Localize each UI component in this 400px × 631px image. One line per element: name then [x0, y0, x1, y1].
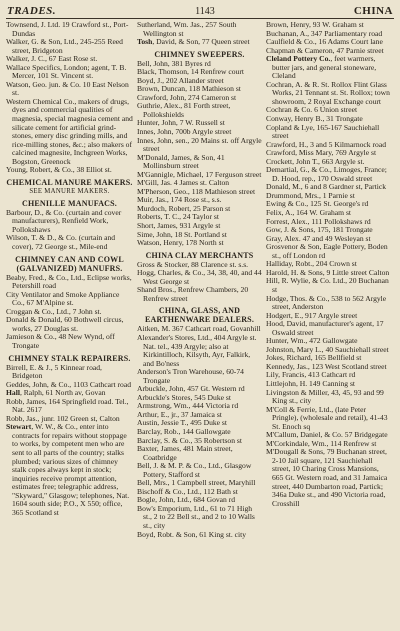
directory-entry: Arbuckle's Stores, 545 Duke st — [137, 392, 231, 402]
directory-entry: Conway, Henry B., 31 Trongate — [266, 114, 363, 124]
directory-entry: Croggan & Co., Ltd., 7 John st. — [6, 306, 102, 316]
directory-entry: Muir, Jas., 174 Rose st., s.s. — [137, 195, 222, 205]
directory-entry: Chapman & Cameron, 47 Parnie street — [266, 45, 384, 55]
directory-entry: Lily, Francis, 413 Cathcart rd — [266, 370, 356, 380]
directory-entry: Black, Thomson, 14 Renfrew court — [137, 67, 244, 77]
directory-entry: Livingston & Miller, 43, 45, 93 and 99 King st., city — [266, 387, 384, 406]
firm-name: Cleland Pottery Co. — [266, 54, 331, 64]
directory-entry: Townsend, J. Ltd. 19 Crawford st., Port-Dundas — [6, 21, 129, 38]
directory-entry: Crawford, Miss Mary, 769 Argyle st — [266, 148, 377, 158]
directory-entry: Walker, J. C., 67 East Rose st. — [6, 54, 98, 64]
directory-entry: Anderson's Tron Warehouse, 60-74 Trongate — [137, 367, 244, 385]
directory-entry: Donald & Donald, 60 Bothwell circus, works, 27 Douglas st. — [6, 315, 124, 333]
directory-entry: Caulfield & Co., 16 Adams Court lane — [266, 37, 383, 47]
directory-entry: M'Corkindale, Wm., 114 Renfrew st — [266, 438, 377, 448]
directory-entry: Brown, Henry, 93 W. Graham st — [266, 21, 364, 29]
section-heading: CHIMNEY SWEEPERS. — [154, 49, 245, 59]
directory-entry: Gray, Alex. 47 and 49 Wesleyan st — [266, 233, 371, 243]
directory-entry: Buchanan, A., 347 Parliamentary road — [266, 28, 383, 38]
directory-entry: Barclay, S. & Co., 35 Robertson st — [137, 435, 242, 445]
directory-entry: Western Chemical Co., makers of drugs, dyes and commercial qualities of magnesia, special magnesia cement and silicate cement for artificial grind-stones, emery disc grinding mills, and rice-milling stones, &c.; also makers of calcined magnesite, Inchgreen Works, Bogston, Greenock — [6, 96, 133, 166]
directory-entry: Watson, Geo. jun. & Co. 10 East Nelson st. — [6, 79, 129, 98]
directory-entry: Wallace Specifics, London; agent, T. B. Mercer, 101 St. Vincent st. — [6, 62, 127, 81]
firm-name: Hall — [6, 388, 20, 398]
directory-entry: Hodge, Thos. & Co., 538 to 562 Argyle street, Anderston — [266, 293, 387, 312]
directory-entry: Bell, J. & M. P. & Co., Ltd., Glasgow Pottery, Stafford st — [137, 461, 252, 479]
directory-entry: Alexander's Stores, Ltd., 404 Argyle st. Nat. tel., 439 Argyle; also at Kirkintilloch, Kilsyth, Ayr, Falkirk, and Bo'ness — [137, 332, 257, 368]
columns — [6, 21, 396, 629]
directory-entry: Stewart, W. W., & Co., enter into contracts for repairs without stoppage to works, by competent men who are sent to all parts of the country; stalks plumbed; various sizes of chimney stalk copes always kept in stock; inquiries receive prompt attention, estimates free; telegraphic address, "Skyward," Glasgow; telephones, Nat. 1604 south side; P.O., X 550; office, 365 Scotland st — [6, 422, 130, 517]
directory-entry: Jokes, Richard, 165 Bellfield st — [266, 353, 362, 363]
directory-entry: Crawford, H., 3 and 5 Kilmarnock road — [266, 139, 386, 149]
directory-entry: Jamieson & Co., 48 New Wynd, off Trongate — [6, 332, 115, 350]
directory-entry: Ewing & Co., 125 St. George's rd — [266, 199, 369, 209]
directory-entry: Beaby, Fred., & Co., Ltd., Eclipse works, Petershill road — [6, 272, 132, 291]
directory-entry: M'Gill, Jas. 4 James st. Calton — [137, 178, 230, 188]
directory-entry: Bell, John, 381 Byres rd — [137, 58, 211, 68]
directory-entry: Innes, John, sen., 20 Mains st. off Argyle street — [137, 135, 262, 154]
section-heading: CHINA, GLASS, AND EARTHENWARE DEALERS. — [144, 306, 255, 325]
directory-entry: Boyd, Robt. & Son, 61 King st. city — [137, 529, 247, 539]
directory-entry: Bogle, John, Ltd., 684 Govan rd — [137, 495, 236, 505]
directory-entry: Shand Bros., Renfrew Chambers, 20 Renfrew street — [137, 285, 249, 303]
directory-entry: Walker, G. & Son, Ltd., 245-255 Reed street, Bridgeton — [6, 37, 123, 55]
directory-entry: Hogg, Charles, & Co., 34, 38, 40, and 44 West George st — [137, 268, 262, 286]
directory-entry: Hall, Ralph, 61 North av, Govan — [6, 388, 106, 398]
directory-entry: Tosh, David, & Son, 77 Queen street — [137, 37, 250, 47]
directory-entry: Johnston, Mary L., 40 Sauchiehall street — [266, 344, 389, 354]
directory-entry: Young, Robert, & Co., 38 Elliot st. — [6, 165, 112, 175]
directory-entry: Armstrong, Wm., 444 Victoria rd — [137, 401, 239, 411]
directory-entry: Short, James, 931 Argyle st — [137, 221, 221, 231]
directory-entry: Roberts, T. C., 24 Taylor st — [137, 212, 219, 222]
directory-entry: Donald, M., 6 and 8 Gardner st, Partick — [266, 182, 386, 192]
section-heading: CHENILLE MANUFACS. — [21, 198, 117, 208]
directory-entry: M'Pherson, Geo., 118 Mathieson street — [137, 186, 256, 196]
directory-entry: Bow's Emporium, Ltd., 61 to 71 High st., 2 to 22 Bell st., and 2 to 10 Walls st., city — [137, 503, 255, 530]
directory-entry: Copland & Lye, 165-167 Sauchiehall street — [266, 122, 380, 141]
section-heading: CHIMNEY STALK REPAIRERS. — [8, 353, 131, 363]
directory-entry: Murdoch, Robert, 25 Parson st — [137, 203, 231, 213]
directory-entry: M'Dougall & Sons, 79 Buchanan street, 2-10 Jail square, 121 Sauchiehall street, 10 Charing Cross Mansions, 665 Gt. Western road, and 31 Jamaica street, 440 Dumbarton road, Partick; 346a Duke st., and 490 Victoria road, Crosshill — [266, 447, 388, 508]
directory-entry: Littlejohn, H. 149 Canning st — [266, 378, 356, 388]
directory-entry: Hodgert, E., 917 Argyle street — [266, 310, 358, 320]
directory-entry: Crockett, John T., 663 Argyle st. — [266, 156, 365, 166]
directory-entry: Arbuckle, John, 457 Gt. Western rd — [137, 384, 245, 394]
column-1 — [6, 21, 135, 629]
directory-entry: Guthrie, Alex., 81 Forth street, Pollokshields — [137, 101, 231, 119]
directory-entry: M'Gannigle, Michael, 17 Ferguson street — [137, 169, 262, 179]
directory-entry: Forrest, Alex., 111 Pollokshaws rd — [266, 216, 371, 226]
directory-entry: Cochran, A. & R. St. Rollox Flint Glass Works, 21 Tennant st. St. Rollox; town showroom, 2 Royal Exchange court — [266, 79, 390, 106]
running-head-left: TRADES. — [7, 5, 57, 17]
directory-entry: Hill, R. Wylie, & Co. Ltd., 20 Buchanan st — [266, 276, 389, 294]
directory-entry: M'Callum, Daniel, & Co. 57 Bridgegate — [266, 430, 388, 440]
running-head-right: CHINA — [353, 5, 393, 17]
directory-entry: M'Donald, James, & Son, 41 Mollinsburn street — [137, 152, 225, 171]
directory-entry: Hunter, Wm., 472 Gallowgate — [266, 336, 358, 346]
directory-entry: Boyd, J., 202 Allander street — [137, 75, 224, 85]
directory-entry: Kennedy, Jas., 123 West Scotland street — [266, 361, 387, 371]
section-heading: CHEMICAL MANURE MAKERS. — [6, 177, 133, 187]
cross-reference: SEE MANURE MAKERS. — [29, 187, 110, 195]
directory-entry: Grosvenor & Son, Eagle Pottery, Boden st., off London rd — [266, 242, 388, 260]
directory-entry: Felix, A., 164 W. Graham st — [266, 208, 352, 218]
directory-entry: City Ventilator and Smoke Appliance Co., 67 M'Alpine st. — [6, 289, 120, 308]
directory-entry: Brown, Duncan, 118 Mathieson st — [137, 84, 241, 94]
directory-entry: Birrell, E. & J., 5 Kinnear road, Bridgeton — [6, 362, 102, 381]
firm-name: Stewart — [6, 422, 32, 432]
header-rule — [6, 18, 394, 19]
directory-entry: Robb, James, 164 Springfield road. Tel., Nat. 2617 — [6, 396, 129, 415]
directory-entry: Austin, Jessie T., 495 Duke st — [137, 418, 227, 428]
directory-entry: Hunter, John, 7 W. Russell st — [137, 118, 225, 128]
directory-entry: Watson, Henry, 178 North st — [137, 238, 224, 248]
directory-entry: Sutherland, Wm. Jas., 257 South Wellington st — [137, 21, 237, 38]
section-heading: CHINA CLAY MERCHANTS — [145, 250, 254, 260]
column-3 — [264, 21, 393, 629]
directory-entry: Gross & Stocker, 88 Clarence st. s.s. — [137, 259, 249, 269]
directory-entry: Barbour, D., & Co. (curtain and cover manufacturers), Renfield Work, Pollokshaws — [6, 207, 122, 234]
directory-entry: Drummond, Mrs., 1 Parnie st — [266, 190, 355, 200]
section-heading: CHIMNEY CAN AND COWL (GALVANIZED) MANUFRS. — [15, 254, 124, 273]
directory-entry: Gow, J. & Sons, 175, 181 Trongate — [266, 225, 373, 235]
page-number: 1143 — [195, 6, 215, 17]
column-2 — [135, 21, 264, 629]
directory-entry: Cleland Pottery Co., feet warmers, butter jars, and general stoneware, Cleland — [266, 54, 377, 81]
directory-entry: Aitken, M. 367 Cathcart road, Govanhill — [137, 324, 261, 334]
directory-entry: Geddes, John, & Co., 1103 Cathcart road — [6, 379, 131, 389]
directory-entry: Cochran & Co. 6 Union street — [266, 105, 358, 115]
directory-entry: Demartial, G., & Co., Limoges, France; D. Hood, rep., 170 Oswald street — [266, 165, 387, 183]
directory-entry: Innes, John, 700b Argyle street — [137, 127, 232, 137]
directory-entry: Sime, John, 18 St. Portland st — [137, 229, 227, 239]
directory-entry: Baxter, James, 481 Main street, Coatbridge — [137, 444, 233, 462]
directory-entry: Barclay, Rob., 144 Gallowgate — [137, 426, 231, 436]
directory-entry: Arthur, E., jr., 37 Jamaica st — [137, 409, 222, 419]
directory-entry: Crawford, John, 274 Cameron st — [137, 92, 237, 102]
directory-entry: Halliday, Robt., 204 Crown st — [266, 259, 357, 269]
directory-entry: M'Coll & Ferrie, Ltd., (late Peter Pringle), (wholesale and retail), 41-43 St. Enoch sq — [266, 404, 388, 431]
directory-entry: Robb, Jas., junr. 102 Green st, Calton — [6, 413, 120, 423]
directory-entry: Hood, David, manufacturer's agent, 17 Oswald street — [266, 319, 384, 337]
firm-name: Tosh — [137, 37, 153, 47]
directory-entry: Harold, H. & Sons, 9 Little street Calton — [266, 267, 390, 277]
directory-entry: Bell, Mrs., 1 Campbell street, Maryhill — [137, 478, 256, 488]
directory-entry: Bischoff & Co., Ltd., 112 Bath st — [137, 486, 238, 496]
directory-entry: Wilson, T. & D., & Co. (curtain and cover), 72 George st., Mile-end — [6, 233, 116, 252]
page-header — [7, 3, 393, 17]
